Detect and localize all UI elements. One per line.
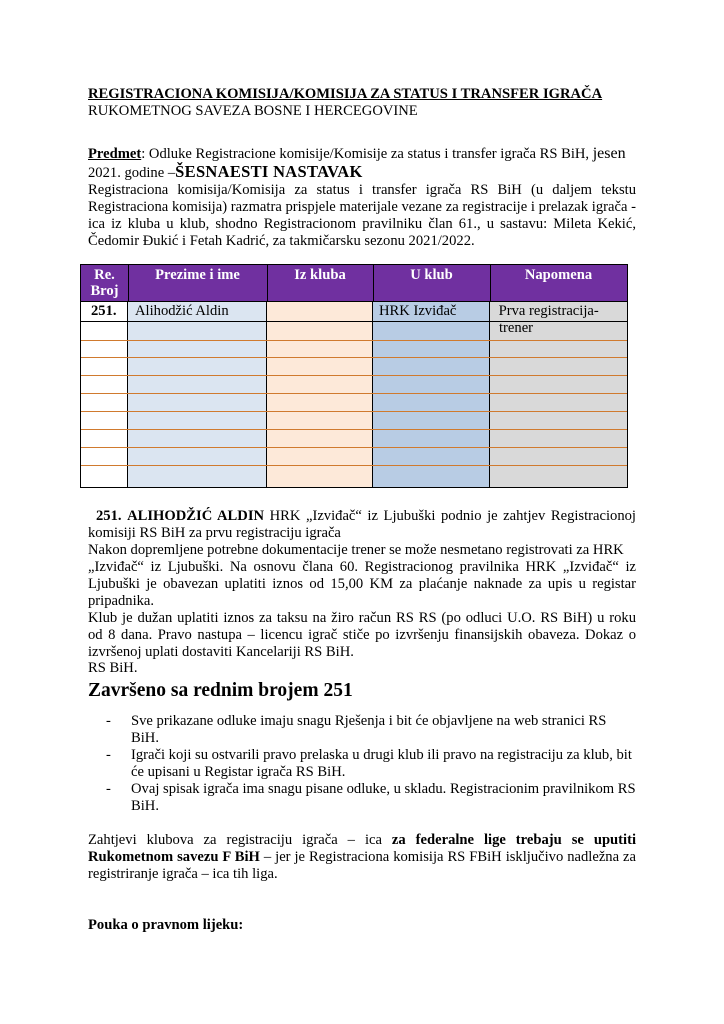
bullet-dash: -: [106, 713, 111, 729]
row-to-club: HRK Izviđač: [379, 303, 457, 319]
bullet-dash: -: [106, 781, 111, 797]
intro-line-3: ica iz kluba u klub, shodno Registracionom pravilniku član 61., u sastavu: Mileta Kekić,: [88, 216, 636, 232]
decision-line-1: [88, 508, 636, 525]
header-to-club: U klub: [410, 267, 453, 283]
closing-line-2: [88, 849, 636, 866]
row-note-2: trener: [499, 320, 534, 336]
row-number: 251.: [91, 303, 117, 319]
decision-line-10: RS BiH.: [88, 660, 138, 676]
bullet-3-line-2: BiH.: [131, 798, 159, 814]
closing-bold-1: za federalne lige trebaju se uputiti: [391, 832, 637, 848]
finished-heading: Završeno sa rednim brojem 251: [88, 680, 353, 701]
bullet-2-line-2: će upisani u Registar igrača RS BiH.: [131, 764, 346, 780]
closing-bold-2: Rukometnom savezu F BiH: [88, 849, 260, 865]
decision-line-9: izvršenoj uplati dostaviti Kancelariji RS BiH.: [88, 644, 354, 660]
row-name: Alihodžić Aldin: [135, 303, 229, 319]
decision-line-6: pripadnika.: [88, 593, 155, 609]
decision-line-5: Ljubuški je obavezan uplatiti iznos od 15,00 KM za plaćanje naknade za upis u registar: [88, 576, 636, 592]
intro-line-4: Čedomir Đukić i Fetah Kadrić, za takmičarsku sezonu 2021/2022.: [88, 233, 475, 249]
subject-line-2: [88, 163, 363, 182]
decision-player-name: ALIHODŽIĆ ALDIN: [127, 508, 265, 524]
row-note-1: Prva registracija-: [495, 303, 599, 319]
registrations-table: [80, 264, 628, 488]
intro-line-2: Registraciona komisija) razmatra prispjele materijale vezane za registracije i prelazak igrača -: [88, 199, 636, 215]
subject-year: 2021. godine –: [88, 165, 176, 181]
decision-line-4: „Izviđač“ iz Ljubuški. Na osnovu člana 60. Registracionog pravilnika HRK „Izviđač“ iz: [88, 559, 636, 575]
decision-line-2: komisiji RS BiH za prvu registraciju igrača: [88, 525, 341, 541]
subject-continuation: ŠESNAESTI NASTAVAK: [175, 162, 363, 181]
bullet-dash: -: [106, 747, 111, 763]
bullet-1-line-1: Sve prikazane odluke imaju snagu Rješenja i bit će objavljene na web stranici RS: [131, 713, 607, 729]
decision-line-7: Klub je dužan uplatiti iznos za taksu na žiro račun RS RS (po odluci U.O. RS BiH) u roku: [88, 610, 636, 626]
bullet-2-line-1: Igrači koji su ostvarili pravo prelaska u drugi klub ili pravo na registraciju za klub, bit: [131, 747, 632, 763]
decision-number: 251.: [96, 508, 122, 524]
subject-season: jesen: [592, 145, 626, 162]
decision-line-3: Nakon dopremljene potrebne dokumentacije trener se može nesmetano registrovati za HRK: [88, 542, 624, 558]
document-subtitle: RUKOMETNOG SAVEZA BOSNE I HERCEGOVINE: [88, 103, 418, 119]
bullet-3-line-1: Ovaj spisak igrača ima snagu pisane odluke, u skladu. Registracionim pravilnikom RS: [131, 781, 636, 797]
header-name: Prezime i ime: [155, 267, 240, 283]
subject-line: [88, 145, 626, 163]
decision-line-1-text: HRK „Izviđač“ iz Ljubuški podnio je zahtjev Registracionoj: [264, 508, 636, 524]
decision-line-8: od 8 dana. Pravo nastupa – licencu igrač stiče po izvršenju finansijskih obaveza. Dokaz o: [88, 627, 636, 643]
document-title: REGISTRACIONA KOMISIJA/KOMISIJA ZA STATUS I TRANSFER IGRAČA: [88, 86, 603, 102]
closing-text-1: Zahtjevi klubova za registraciju igrača – ica: [88, 832, 392, 848]
intro-line-1: Registraciona komisija/Komisija za status i transfer igrača RS BiH (u daljem tekstu: [88, 182, 636, 198]
bullet-1-line-2: BiH.: [131, 730, 159, 746]
header-from-club: Iz kluba: [294, 267, 346, 283]
closing-line-1: [88, 832, 636, 849]
header-note: Napomena: [524, 267, 593, 283]
table-header: [81, 265, 627, 302]
header-number: Re. Broj: [90, 267, 119, 299]
legal-remedy-heading: Pouka o pravnom lijeku:: [88, 917, 244, 933]
closing-line-3: registriranje igrača – ica tih liga.: [88, 866, 278, 882]
closing-text-2: – jer je Registraciona komisija RS FBiH isključivo nadležna za: [259, 849, 637, 865]
subject-text: : Odluke Registracione komisije/Komisije za status i transfer igrača RS BiH,: [141, 146, 593, 162]
subject-label: Predmet: [88, 146, 142, 162]
